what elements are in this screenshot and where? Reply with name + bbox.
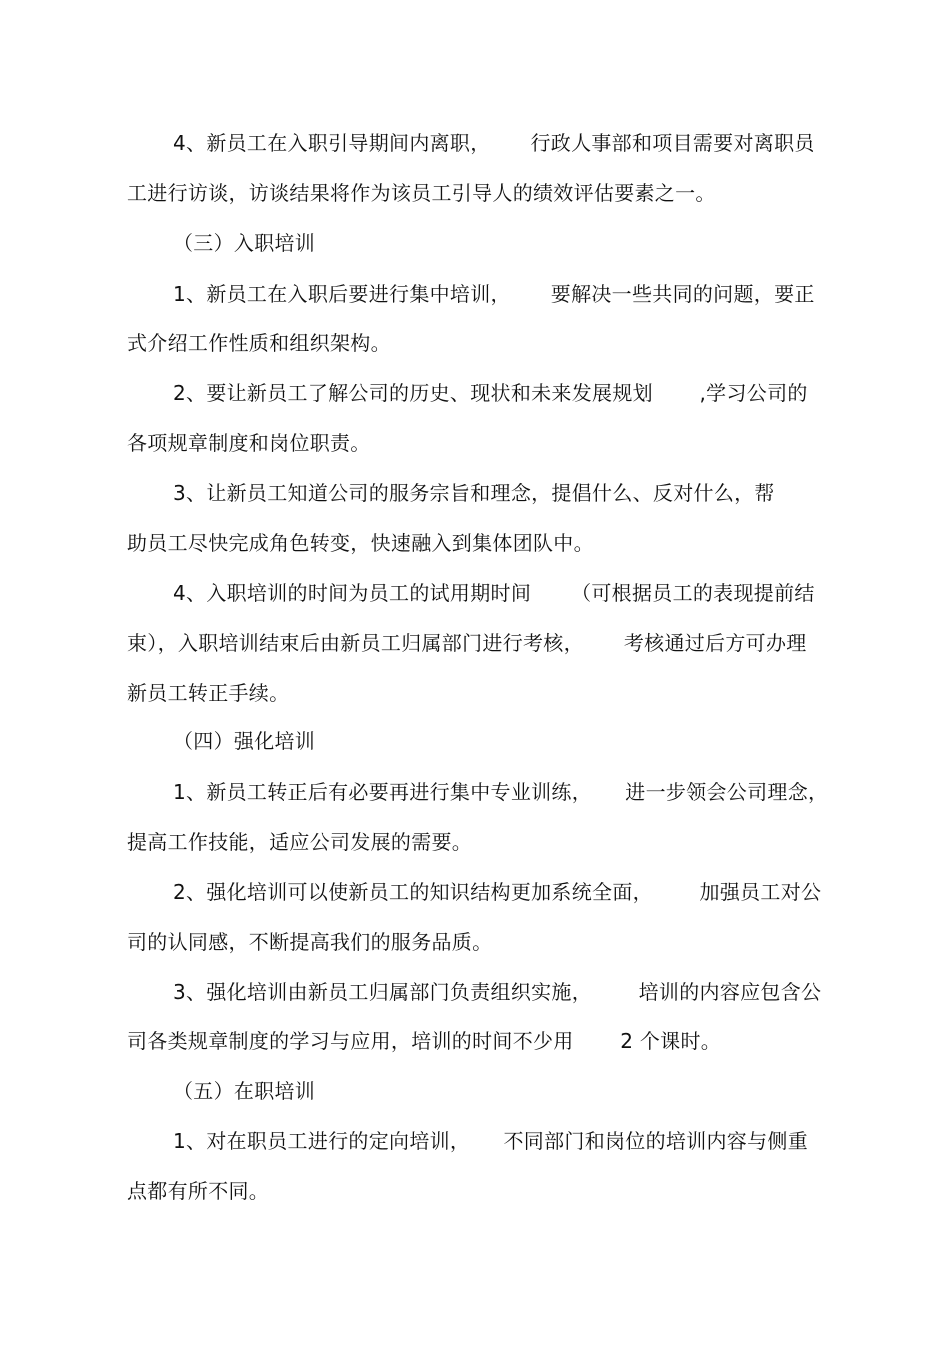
paragraph-line: 3、让新员工知道公司的服务宗旨和理念，提倡什么、反对什么，帮 <box>173 481 775 505</box>
paragraph-line: 2、要让新员工了解公司的历史、现状和未来发展规划 ,学习公司的 <box>173 381 808 405</box>
paragraph-line: 工进行访谈，访谈结果将作为该员工引导人的绩效评估要素之一。 <box>127 181 716 205</box>
paragraph-line: 4、入职培训的时间为员工的试用期时间 （可根据员工的表现提前结 <box>173 581 815 605</box>
paragraph-line: 助员工尽快完成角色转变，快速融入到集体团队中。 <box>127 531 594 555</box>
section-heading: （四）强化培训 <box>173 729 316 753</box>
paragraph-line: 束），入职培训结束后由新员工归属部门进行考核， 考核通过后方可办理 <box>127 631 807 655</box>
paragraph-line: 1、对在职员工进行的定向培训， 不同部门和岗位的培训内容与侧重 <box>173 1129 809 1153</box>
section-heading: （五）在职培训 <box>173 1079 316 1103</box>
paragraph-line: 提高工作技能，适应公司发展的需要。 <box>127 830 473 854</box>
paragraph-line: 点都有所不同。 <box>127 1179 270 1203</box>
paragraph-line: 司的认同感，不断提高我们的服务品质。 <box>127 930 493 954</box>
paragraph-line: 式介绍工作性质和组织架构。 <box>127 331 391 355</box>
paragraph-line: 2、强化培训可以使新员工的知识结构更加系统全面， 加强员工对公 <box>173 880 822 904</box>
paragraph-line: 司各类规章制度的学习与应用，培训的时间不少用 2 个课时。 <box>127 1029 722 1053</box>
section-heading: （三）入职培训 <box>173 231 316 255</box>
paragraph-line: 新员工转正手续。 <box>127 681 290 705</box>
paragraph-line: 1、新员工转正后有必要再进行集中专业训练， 进一步领会公司理念， <box>173 780 829 804</box>
paragraph-line: 3、强化培训由新员工归属部门负责组织实施， 培训的内容应包含公 <box>173 980 822 1004</box>
paragraph-line: 1、新员工在入职后要进行集中培训， 要解决一些共同的问题，要正 <box>173 282 815 306</box>
paragraph-line: 各项规章制度和岗位职责。 <box>127 431 371 455</box>
paragraph-line: 4、新员工在入职引导期间内离职， 行政人事部和项目需要对离职员 <box>173 131 815 155</box>
